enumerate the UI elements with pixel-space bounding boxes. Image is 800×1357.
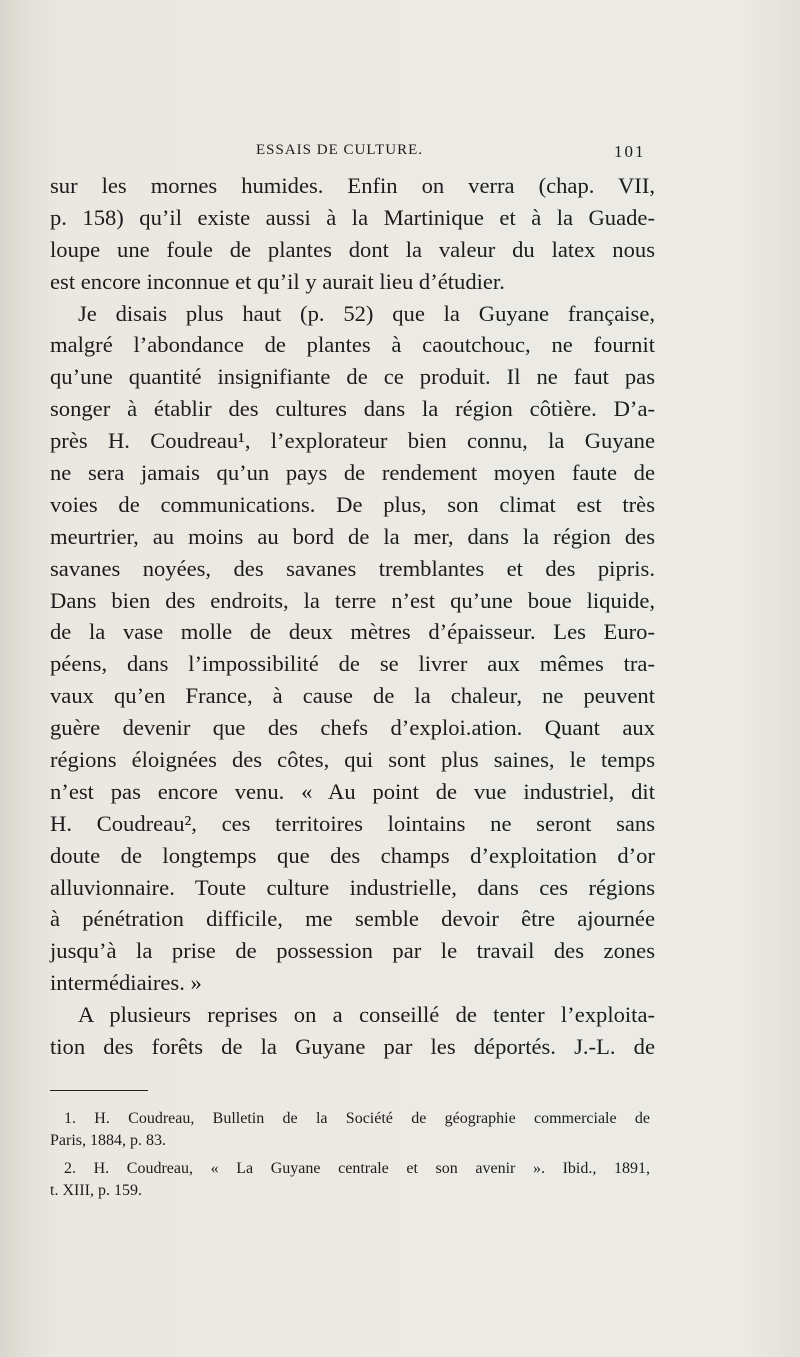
footnote-line: Paris, 1884, p. 83.	[50, 1132, 166, 1149]
body-text	[50, 170, 655, 1063]
text-line: guère devenir que des chefs d’exploi.ation. Quant aux	[50, 715, 655, 741]
text-line: intermédiaires. »	[50, 970, 202, 996]
text-line: A plusieurs reprises on a conseillé de tenter l’exploita-	[78, 1002, 655, 1028]
text-line: tion des forêts de la Guyane par les déportés. J.-L. de	[50, 1034, 655, 1060]
text-line: près H. Coudreau¹, l’explorateur bien connu, la Guyane	[50, 428, 655, 454]
text-line: de la vase molle de deux mètres d’épaisseur. Les Euro-	[50, 619, 655, 645]
text-line: à pénétration difficile, me semble devoir être ajournée	[50, 906, 655, 932]
text-line: voies de communications. De plus, son climat est très	[50, 491, 655, 517]
footnotes	[50, 1108, 650, 1202]
text-line: Dans bien des endroits, la terre n’est qu’une boue liquide,	[50, 587, 655, 613]
text-line: H. Coudreau², ces territoires lointains ne seront sans	[50, 810, 655, 836]
text-line: savanes noyées, des savanes tremblantes et des pipris.	[50, 555, 655, 581]
text-line: songer à établir des cultures dans la région côtière. D’a-	[50, 396, 655, 422]
text-line: n’est pas encore venu. « Au point de vue industriel, dit	[50, 778, 655, 804]
footnote-separator	[50, 1090, 148, 1091]
text-line: malgré l’abondance de plantes à caoutchouc, ne fournit	[50, 332, 655, 358]
text-line: sur les mornes humides. Enfin on verra (chap. VII,	[50, 173, 655, 198]
text-line: loupe une foule de plantes dont la valeur du latex nous	[50, 236, 655, 262]
footnote-line: 2. H. Coudreau, « La Guyane centrale et son avenir ». Ibid., 1891,	[64, 1160, 650, 1177]
text-line: doute de longtemps que des champs d’exploitation d’or	[50, 842, 655, 868]
running-head: ESSAIS DE CULTURE.	[256, 142, 424, 158]
text-line: Je disais plus haut (p. 52) que la Guyane française,	[78, 300, 655, 326]
text-line: jusqu’à la prise de possession par le travail des zones	[50, 938, 655, 964]
text-line: régions éloignées des côtes, qui sont plus saines, le temps	[50, 747, 655, 773]
page-header	[0, 142, 800, 166]
text-line: qu’une quantité insignifiante de ce produit. Il ne faut pas	[50, 364, 655, 390]
text-line: est encore inconnue et qu’il y aurait lieu d’étudier.	[50, 268, 505, 294]
text-line: vaux qu’en France, à cause de la chaleur, ne peuvent	[50, 683, 655, 709]
text-line: meurtrier, au moins au bord de la mer, dans la région des	[50, 523, 655, 549]
text-line: alluvionnaire. Toute culture industrielle, dans ces régions	[50, 874, 655, 900]
text-line: péens, dans l’impossibilité de se livrer aux mêmes tra-	[50, 651, 655, 677]
footnote-line: t. XIII, p. 159.	[50, 1182, 142, 1199]
page-number: 101	[614, 142, 646, 161]
footnote-line: 1. H. Coudreau, Bulletin de la Société de géographie commerciale de	[64, 1110, 650, 1127]
text-line: ne sera jamais qu’un pays de rendement moyen faute de	[50, 460, 655, 486]
text-line: p. 158) qu’il existe aussi à la Martinique et à la Guade-	[50, 204, 655, 230]
